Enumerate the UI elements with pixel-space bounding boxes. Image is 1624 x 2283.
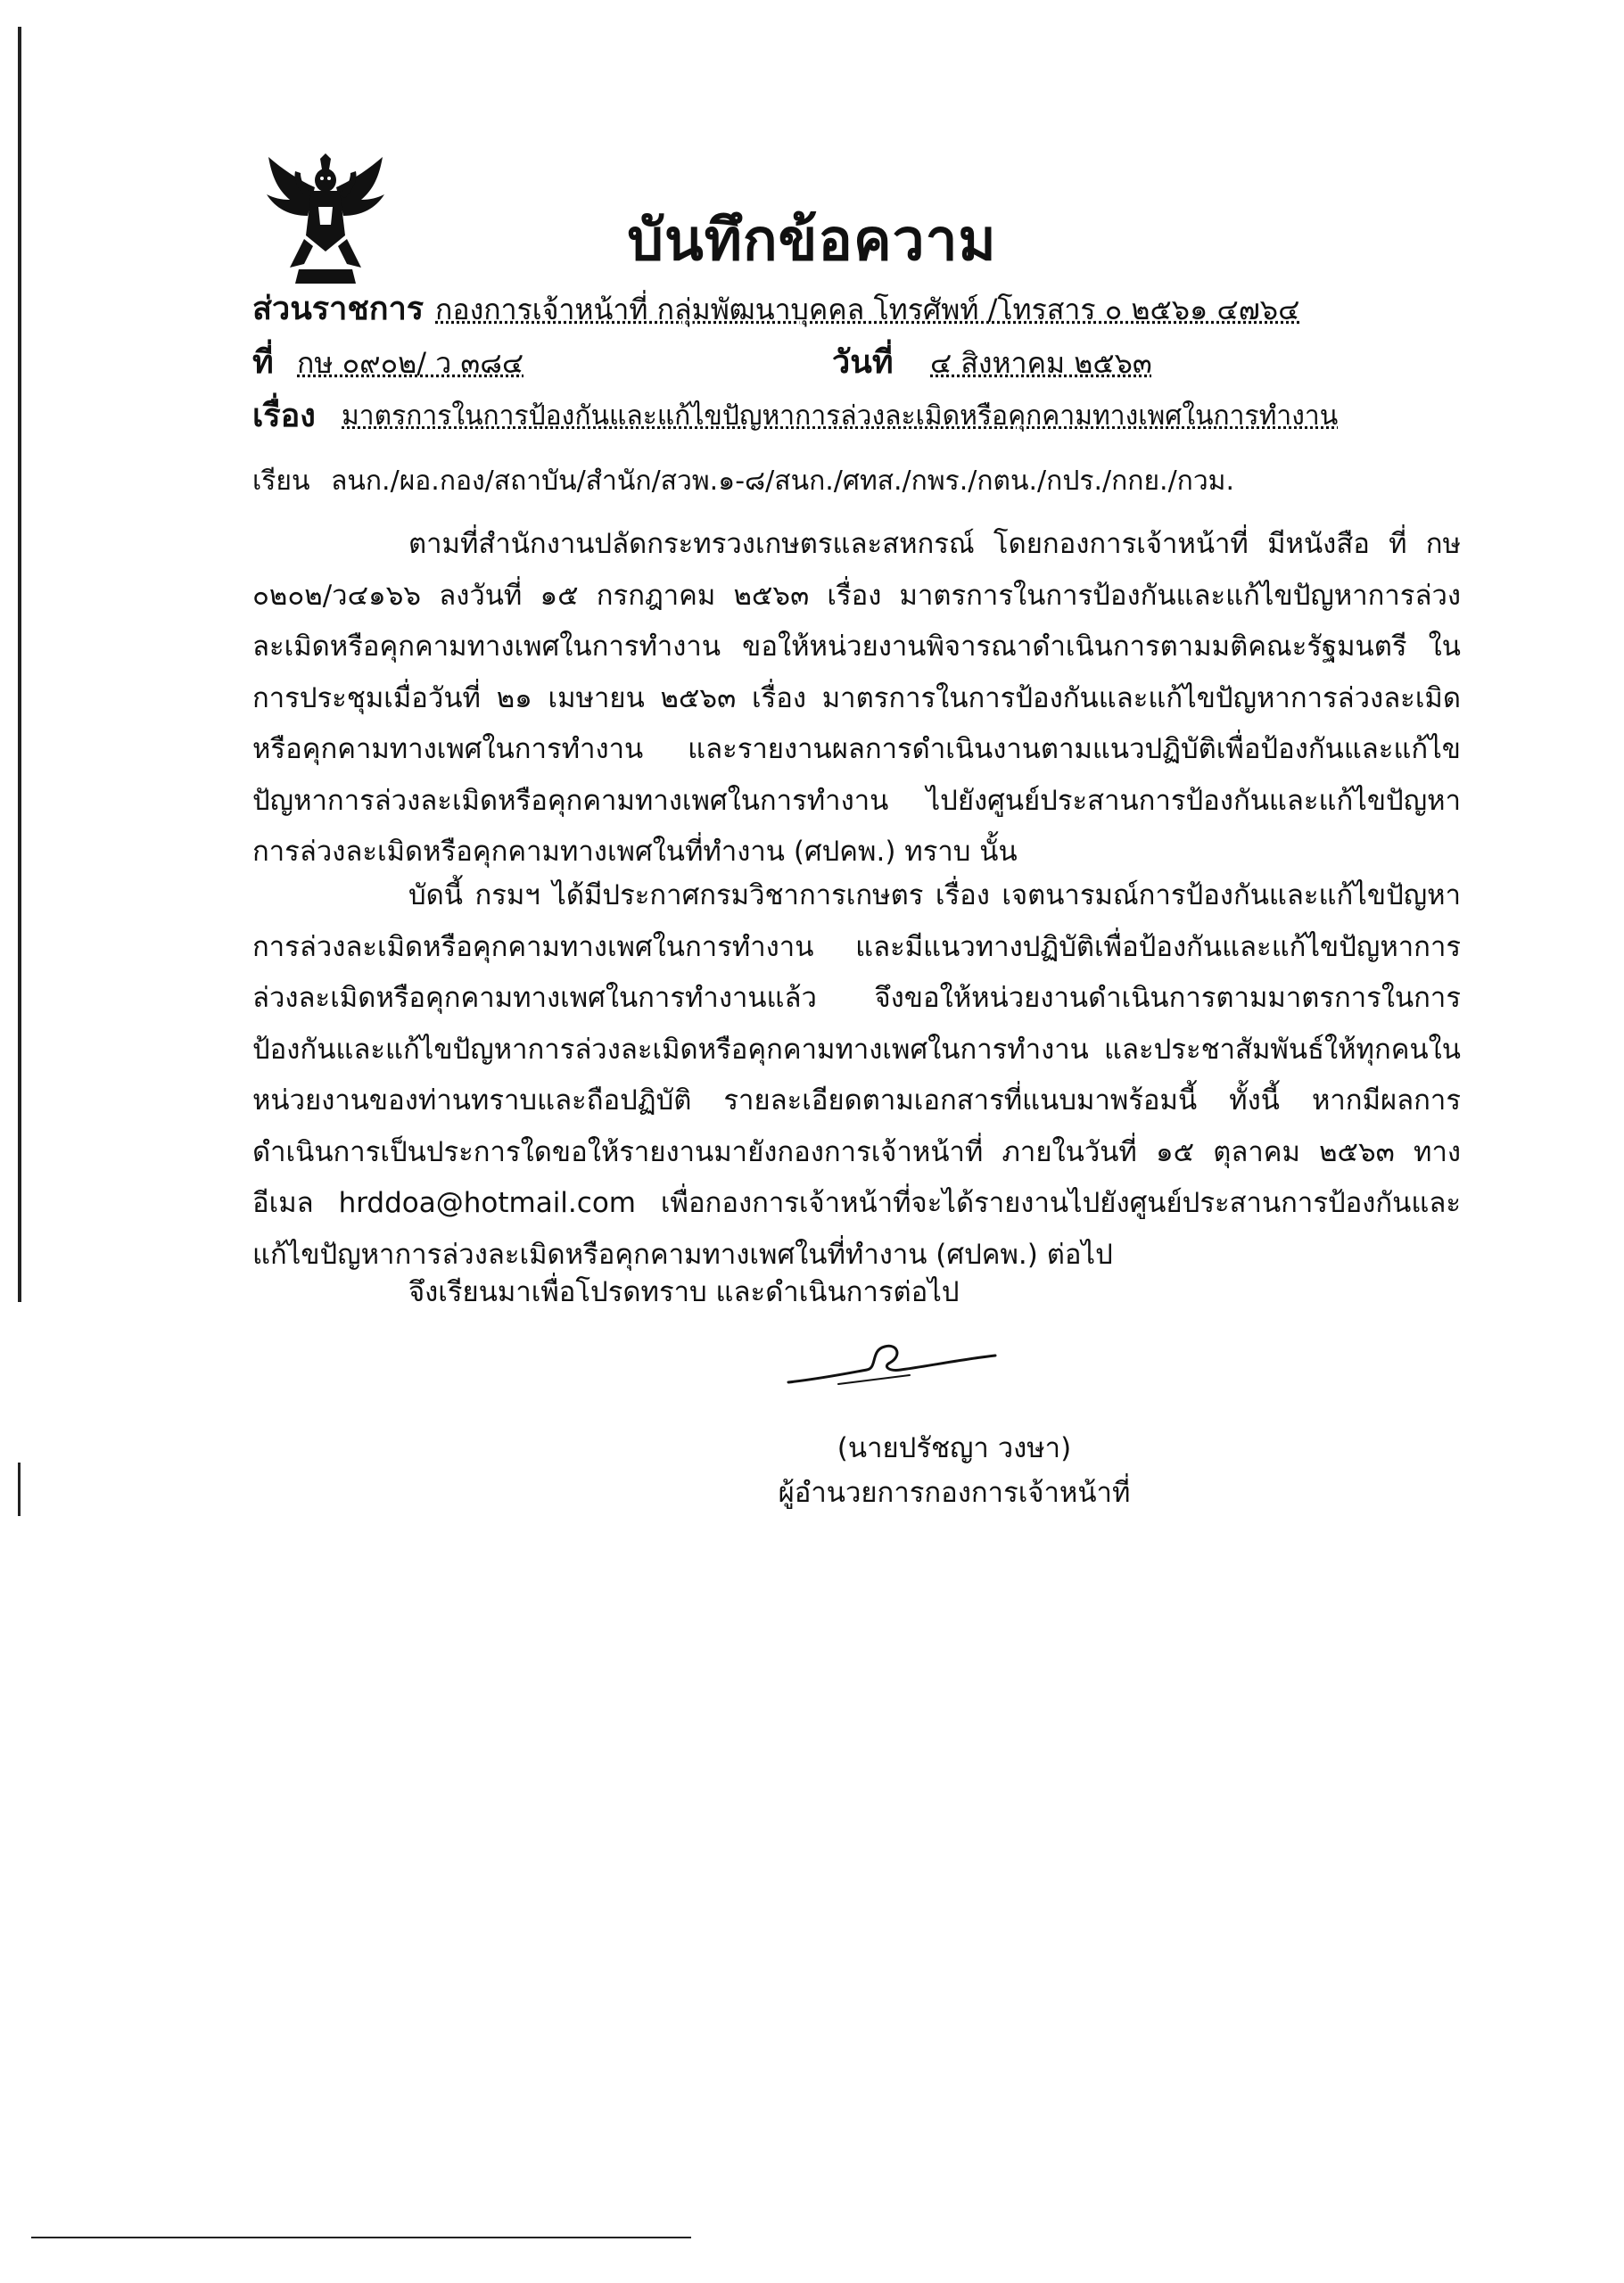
body-paragraph-1: [252, 519, 1461, 878]
recipient-row: [252, 462, 1465, 501]
body-paragraph-2: [252, 870, 1461, 1281]
footer-rule: [31, 2237, 691, 2238]
memo-title: บันทึกข้อความ: [627, 208, 997, 274]
signatory-position: ผู้อำนวยการกองการเจ้าหน้าที่: [778, 1477, 1131, 1509]
date-value: ๔ สิงหาคม ๒๕๖๓: [930, 346, 1152, 380]
department-label: ส่วนราชการ: [252, 291, 425, 327]
department-value: กองการเจ้าหน้าที่ กลุ่มพัฒนาบุคคล โทรศัพท์ /โทรสาร ๐ ๒๕๖๑ ๔๗๖๔: [435, 293, 1300, 326]
closing-line: จึงเรียนมาเพื่อโปรดทราบ และดำเนินการต่อไป: [408, 1276, 960, 1308]
subject-value: มาตรการในการป้องกันและแก้ไขปัญหาการล่วงละเมิดหรือคุกคามทางเพศในการทำงาน: [342, 400, 1339, 432]
reference-row: [252, 339, 1465, 387]
handwritten-signature: [785, 1329, 999, 1400]
paragraph-text: บัดนี้ กรมฯ ได้มีประกาศกรมวิชาการเกษตร เรื่อง เจตนารมณ์การป้องกันและแก้ไขปัญหาการล่วงละเมิดหรือคุกคามทางเพศในการทำงาน และมีแนวทางปฏิบัติเพื่อป้องกันและแก้ไขปัญหาการล่วงละเมิดหรือคุกคามทางเพศในการทำงานแล้ว จึงขอให้หน่วยงานดำเนินการตามมาตรการในการป้องกันและแก้ไขปัญหาการล่วงละเมิดหรือคุกคามทางเพศในการทำงาน และประชาสัมพันธ์ให้ทุกคนในหน่วยงานของท่านทราบและถือปฏิบัติ รายละเอียดตามเอกสารที่แนบมาพร้อมนี้ ทั้งนี้ หากมีผลการดำเนินการเป็นประการใดขอให้รายงานมายังกองการเจ้าหน้าที่ ภายในวันที่ ๑๕ ตุลาคม ๒๕๖๓ ทางอีเมล hrddoa@hotmail.com เพื่อกองการเจ้าหน้าที่จะได้รายงานไปยังศูนย์ประสานการป้องกันและแก้ไขปัญหาการล่วงละเมิดหรือคุกคามทางเพศในที่ทำงาน (ศปคพ.) ต่อไป: [252, 879, 1461, 1271]
date-label: วันที่: [832, 344, 894, 381]
paragraph-text: ตามที่สำนักงานปลัดกระทรวงเกษตรและสหกรณ์ โดยกองการเจ้าหน้าที่ มีหนังสือ ที่ กษ ๐๒๐๒/ว๔๑๖๖ ลงวันที่ ๑๕ กรกฎาคม ๒๕๖๓ เรื่อง มาตรการในการป้องกันและแก้ไขปัญหาการล่วงละเมิดหรือคุกคามทางเพศในการทำงาน ขอให้หน่วยงานพิจารณาดำเนินการตามมติคณะรัฐมนตรี ในการประชุมเมื่อวันที่ ๒๑ เมษายน ๒๕๖๓ เรื่อง มาตรการในการป้องกันและแก้ไขปัญหาการล่วงละเมิดหรือคุกคามทางเพศในการทำงาน และรายงานผลการดำเนินงานตามแนวปฏิบัติเพื่อป้องกันและแก้ไขปัญหาการล่วงละเมิดหรือคุกคามทางเพศในการทำงาน ไปยังศูนย์ประสานการป้องกันและแก้ไขปัญหาการล่วงละเมิดหรือคุกคามทางเพศในที่ทำงาน (ศปคพ.) ทราบ นั้น: [252, 528, 1461, 868]
signatory-name: (นายปรัชญา วงษา): [837, 1432, 1072, 1464]
department-row: [252, 285, 1465, 334]
subject-row: [252, 392, 1465, 441]
subject-label: เรื่อง: [252, 398, 316, 434]
recipient-value: ลนก./ผอ.กอง/สถาบัน/สำนัก/สวพ.๑-๘/สนก./ศทส./กพร./กตน./กปร./กกย./กวม.: [331, 466, 1234, 497]
recipient-label: เรียน: [252, 466, 310, 497]
reference-label: ที่: [252, 344, 274, 381]
reference-value: กษ ๐๙๐๒/ ว ๓๘๔: [297, 346, 524, 380]
scan-margin-mark: [18, 1463, 21, 1516]
